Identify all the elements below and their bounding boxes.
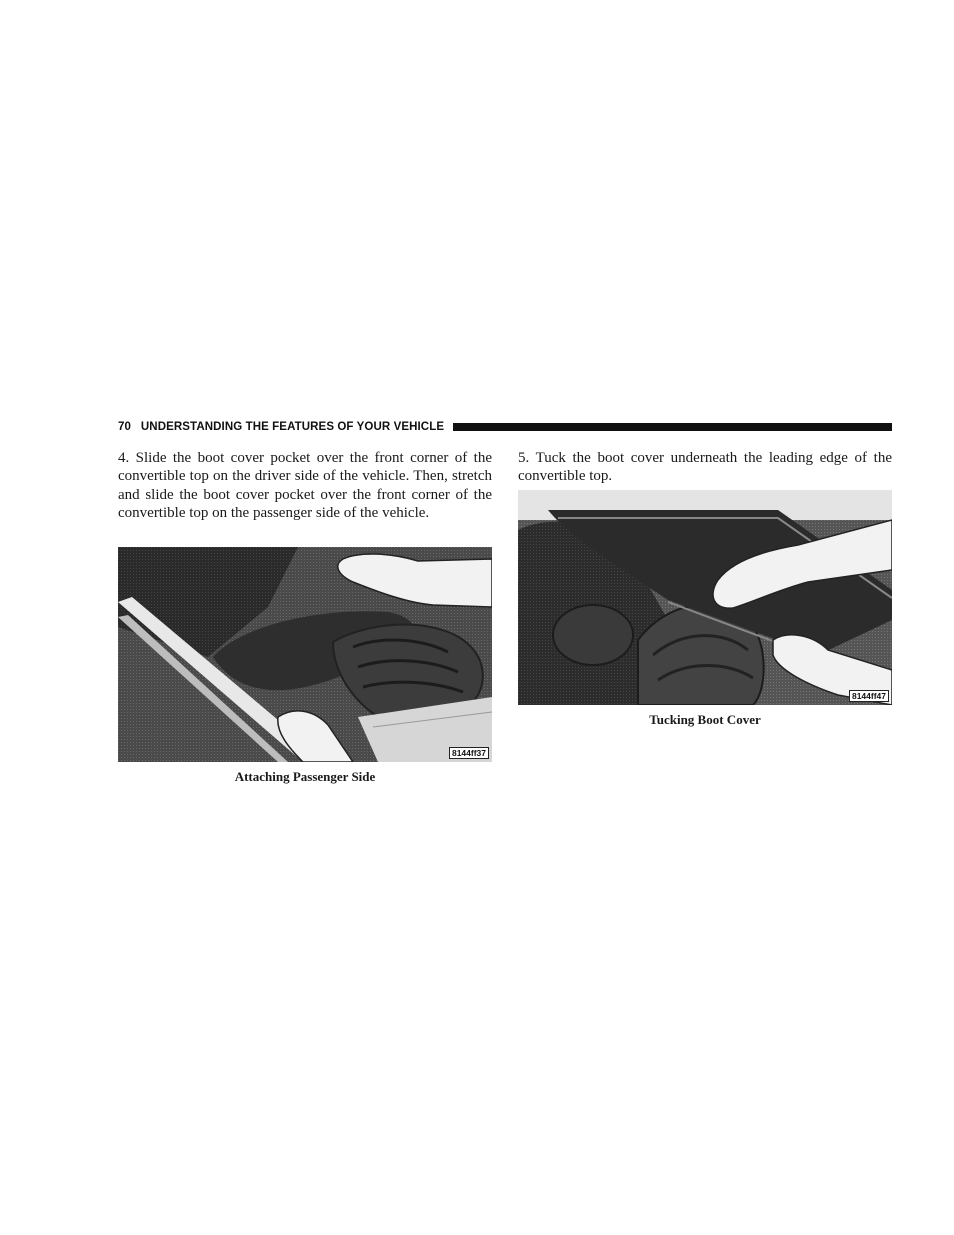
figure-code-left: 8144ff37 [449, 747, 489, 759]
caption-left: Attaching Passenger Side [234, 769, 376, 784]
section-title: UNDERSTANDING THE FEATURES OF YOUR VEHICLE [140, 421, 445, 433]
header-rule [453, 423, 892, 431]
figure-code-right: 8144ff47 [849, 690, 889, 702]
page-number: 70 [118, 421, 131, 433]
figure-tucking-boot-cover [518, 490, 892, 705]
step-5-paragraph: 5. Tuck the boot cover underneath the leading edge of the convertible top. [518, 450, 892, 485]
left-column [118, 449, 492, 523]
step-4-paragraph: 4. Slide the boot cover pocket over the front corner of the convertible top on the driver side of the vehicle. Then, stretch and slide the boot cover pocket over the front corner of the convertible top on the passenger side of the vehicle. [118, 450, 492, 522]
attaching-passenger-side-illustration [118, 547, 492, 762]
figure-attaching-passenger-side [118, 547, 492, 762]
page-header-text [118, 421, 444, 433]
caption-right: Tucking Boot Cover [649, 712, 761, 727]
tucking-boot-cover-illustration [518, 490, 892, 705]
right-column [518, 449, 892, 486]
page-header [118, 419, 892, 435]
